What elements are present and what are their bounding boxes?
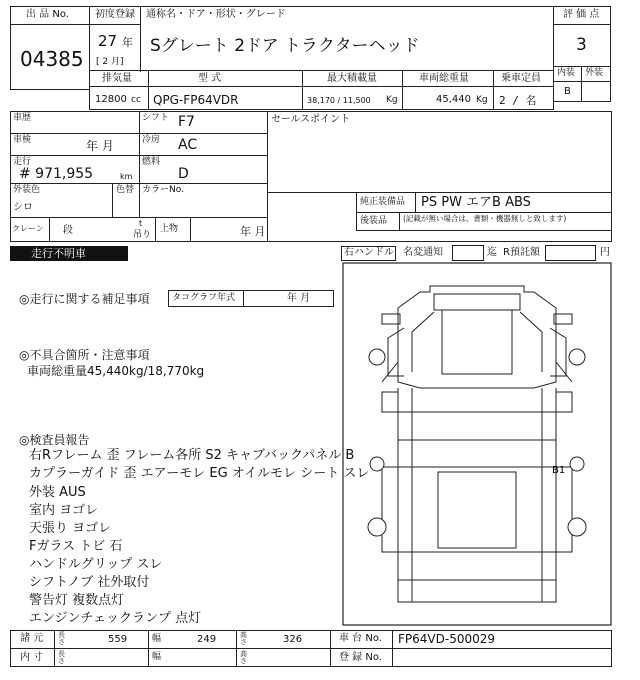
mileage-unit: km [120,172,133,181]
shift-value: F7 [178,114,195,130]
inspector-line: エンジンチェックランプ 点灯 [29,611,202,626]
footer-div-4 [330,630,331,667]
title-divider [140,24,141,72]
specs-divider-1 [148,70,149,110]
front-wheel-guards [382,392,572,412]
truck-damage-diagram [342,262,612,626]
specs-divider-4 [493,70,494,110]
right-hand-text: 右ハンドル [344,247,394,258]
inspector-line: ハンドルグリップ スレ [29,557,163,572]
reg-year-unit: 年 [122,36,133,49]
inspector-line: カプラーガイド 歪 エアーモレ EG オイルモレ シート スレ [29,466,370,481]
inspector-label: ◎検査員報告 [19,433,90,447]
ext-color-label: 外装色 [13,185,41,195]
footer-div-5 [392,630,393,667]
defect-value: 車両総重量45,440kg/18,770kg [27,364,205,378]
inspector-line: シフトノブ 社外取付 [29,575,150,590]
inspector-line: 右Rフレーム 歪 フレーム各所 S2 キャブバックパネル B [29,448,355,463]
cross-members [398,412,556,580]
max-load-value: 38,170 / 11,500 [307,96,371,105]
upper-label: 上物 [160,224,179,234]
inspection-value: 年 月 [86,139,114,153]
grade-value: 3 [576,35,587,55]
reg-year: 27 [98,32,118,50]
interior-grade-value: B [564,86,571,97]
interior-height-label: 高さ [240,650,247,665]
height-label: 高さ [240,631,247,646]
inspector-line: 外装 AUS [29,485,86,500]
cab-side-lines [412,312,542,372]
height-value: 326 [283,634,303,645]
width-value: 249 [197,634,217,645]
crane-ton: t [139,219,143,228]
fuel-value: D [178,166,189,182]
color-code-label: カラーNo. [142,185,184,195]
first-reg-label: 初度登録 [95,9,135,20]
std-equipment-label: 純正装備品 [360,197,406,207]
specs-label-row [89,70,554,87]
name-change-box [452,245,484,261]
capacity-value: 2 / 名 [499,94,537,107]
defect-label: ◎不具合箇所・注意事項 [19,348,150,362]
vehicle-name: Sグレート 2ドア トラクターヘッド [150,36,420,56]
cab-body-panel [442,310,512,374]
yen-label: 円 [600,247,610,258]
wheel-front-left [369,349,385,365]
model-label: 型 式 [198,73,222,84]
crane-lift: 吊り [133,230,152,240]
diagram-frame [343,263,611,625]
specs-divider-2 [302,70,303,110]
max-load-label: 最大積載量 [327,73,377,84]
length-label: 長さ [58,631,65,646]
shift-label: シフト [142,113,170,123]
inspector-line: Fガラス トビ 石 [29,539,123,554]
aftermarket-note: (記載が無い場合は、書類・機器無しと致します) [403,214,567,223]
std-equipment-value: PS PW エアB ABS [421,195,531,210]
wheel-mid-left [370,457,384,471]
ext-color-value: シロ [13,202,33,213]
max-load-unit: Kg [386,95,398,105]
ac-value: AC [178,137,198,153]
reg-month: [ 2 月] [96,57,124,67]
inspector-line: 警告灯 複数点灯 [29,593,125,608]
sales-point-label: セールスポイント [271,114,351,125]
rear-wheel-guards [382,467,572,552]
inspector-line: 天張り ヨゴレ [29,521,112,536]
cab-outline [398,286,556,388]
wheel-rear-right [568,518,586,536]
mirrors [382,314,572,324]
gross-weight-label: 車両総重量 [419,73,469,84]
aftermarket-label: 後装品 [360,216,388,226]
footer-div-3 [236,630,237,667]
footer-div-2 [148,630,149,667]
interior-width-label: 幅 [152,652,162,662]
interior-length-label: 長さ [58,650,65,665]
inspection-label: 車検 [13,135,32,145]
name-label: 通称名・ドア・形状・グレード [146,9,286,20]
capacity-label: 乗車定員 [501,73,541,84]
length-value: 559 [108,634,128,645]
grade-label: 評 価 点 [563,9,600,20]
tacho-label: タコグラフ年式 [172,293,236,303]
lot-number: 04385 [20,47,84,71]
running-notes-label: ◎走行に関する補足事項 [19,292,150,306]
fifth-wheel-plate [438,472,516,548]
specs-divider-3 [402,70,403,110]
damage-mark-b1: B1 [552,465,566,476]
frame-rails [412,388,542,602]
chassis-label: 車 台 No. [339,633,382,644]
wheel-front-right [569,349,585,365]
r-deposit-label: R預託額 [503,247,540,258]
chassis-outline [398,388,556,602]
fuel-label: 燃料 [142,157,161,167]
displacement-unit: cc [131,95,141,105]
history-label: 車歴 [13,113,32,123]
color-change-label: 色替 [116,185,135,195]
width-label: 幅 [152,634,162,644]
tacho-value: 年 月 [287,293,311,304]
footer-row-divider [10,630,612,649]
mileage-value: # 971,955 [19,166,94,182]
upper-value: 年 月 [240,225,266,238]
cab-corner-lines [382,362,572,382]
gross-weight-value: 45,440 [436,94,471,105]
wheel-mid-right [570,457,584,471]
lot-label: 出 品 No. [26,9,69,20]
ac-label: 冷房 [142,135,161,145]
inspector-line: 室内 ヨゴレ [29,503,99,518]
crane-stage: 段 [63,225,73,236]
interior-dims-label: 内 寸 [20,652,44,663]
name-change-label: 名変通知 [403,247,443,258]
chassis-value: FP64VD-500029 [398,632,495,646]
not-running-text: 走行不明車 [31,247,86,260]
model-value: QPG-FP64VDR [153,93,239,107]
dims-label: 諸 元 [20,633,44,644]
deposit-until: 迄 [487,247,497,258]
wheel-rear-left [368,518,386,536]
exterior-grade-label: 外装 [585,68,604,78]
displacement-label: 排気量 [102,73,132,84]
registration-label: 登 録 No. [339,652,382,663]
cab-roof-panel [434,294,520,310]
displacement-value: 12800 [95,94,127,105]
mileage-label: 走行 [13,157,32,167]
crane-label: クレーン [12,224,44,233]
cab-steps [388,328,566,376]
gross-weight-unit: Kg [476,95,488,105]
r-deposit-box [545,245,596,261]
footer-div-1 [54,630,55,667]
interior-grade-label: 内装 [557,68,576,78]
